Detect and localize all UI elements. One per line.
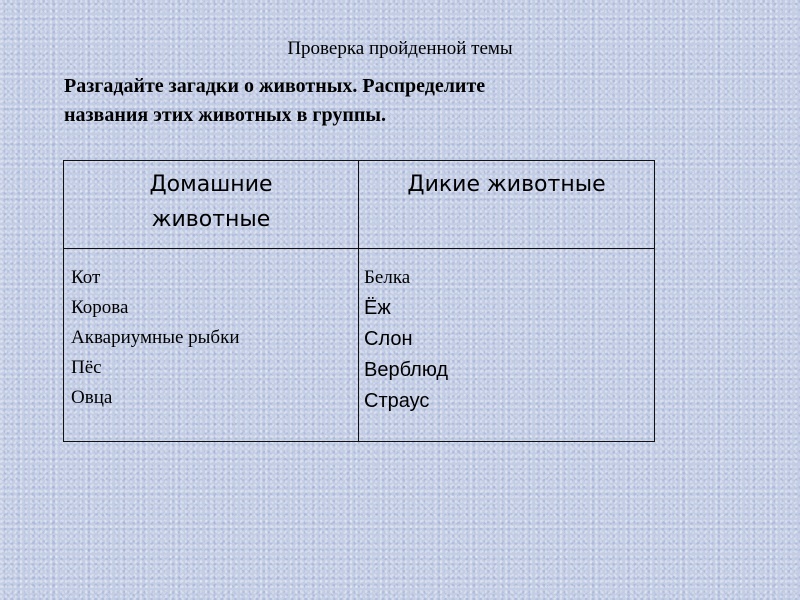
header-domestic-label: Домашние животные — [149, 172, 273, 232]
header-wild — [359, 161, 654, 249]
list-item: Корова — [71, 297, 129, 318]
list-item: Аквариумные рыбки — [71, 327, 240, 348]
instruction-line-2: названия этих животных в группы. — [64, 104, 387, 126]
list-item: Ёж — [364, 297, 391, 319]
header-domestic — [64, 161, 359, 249]
list-item: Пёс — [71, 357, 102, 378]
task-instruction — [64, 72, 684, 130]
list-item: Слон — [364, 328, 413, 350]
domestic-column — [64, 249, 359, 441]
instruction-line-1: Разгадайте загадки о животных. Распределите — [64, 75, 486, 97]
header-wild-label: Дикие животные — [407, 172, 606, 197]
list-item: Страус — [364, 390, 430, 412]
wild-column — [359, 249, 654, 441]
list-item: Белка — [364, 267, 411, 288]
slide-subtitle-text: Проверка пройденной темы — [287, 38, 513, 59]
slide-subtitle — [0, 38, 800, 60]
list-item: Верблюд — [364, 359, 449, 381]
animals-table — [63, 160, 655, 442]
list-item: Кот — [71, 267, 101, 288]
list-item: Овца — [71, 387, 113, 408]
